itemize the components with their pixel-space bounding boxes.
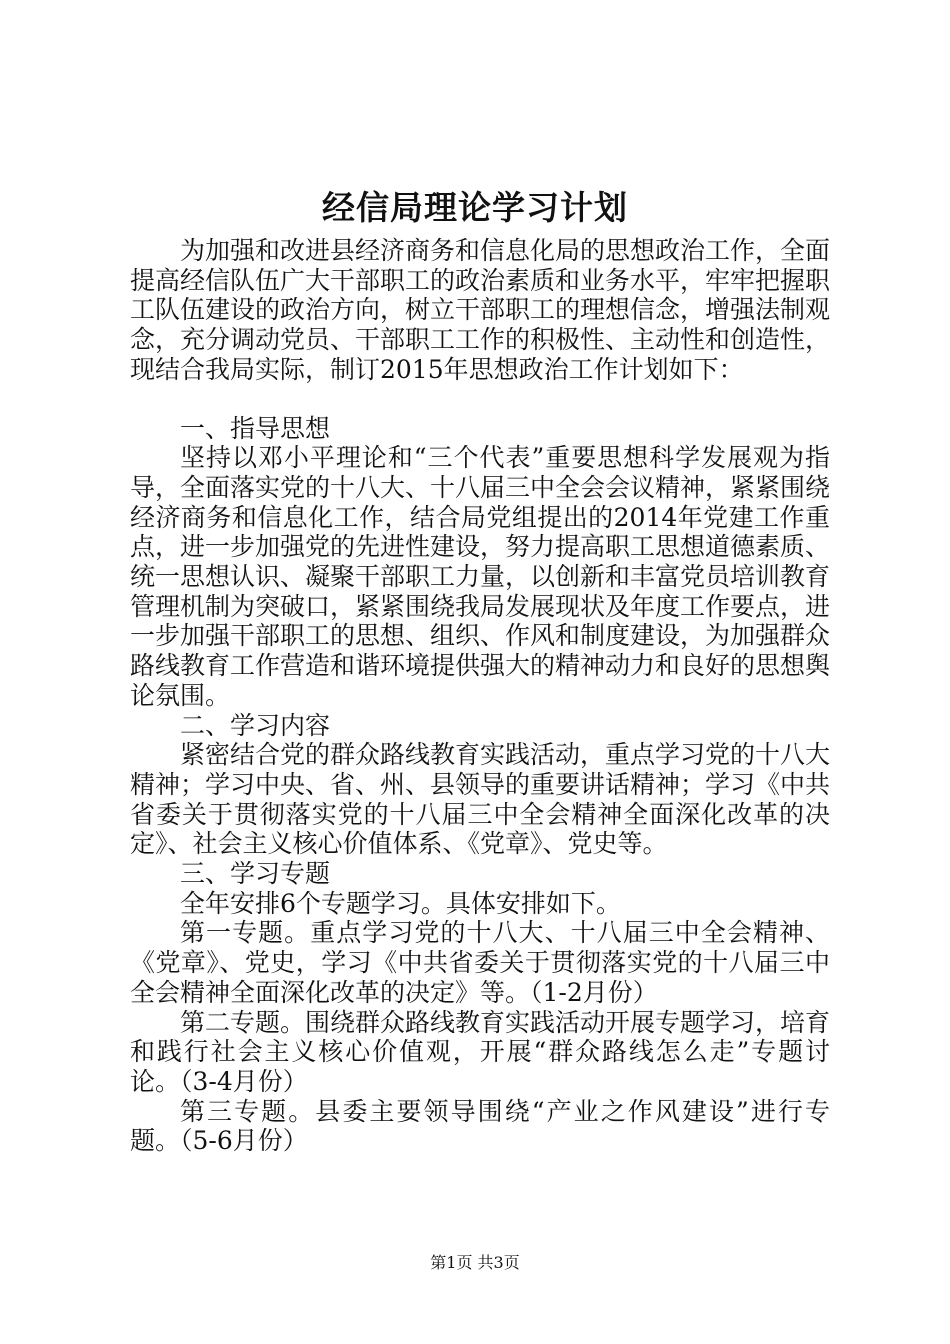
intro-paragraph: 为加强和改进县经济商务和信息化局的思想政治工作，全面提高经信队伍广大干部职工的政治素质和业务水平，牢牢把握职工队伍建设的政治方向，树立干部职工的理想信念，增强法制观念，充分调动党员、干部职工工作的积极性、主动性和创造性，现结合我局实际，制订2015年思想政治工作计划如下：	[130, 236, 831, 384]
section-heading-guiding-ideology: 一、指导思想	[180, 413, 331, 443]
document-body	[130, 236, 830, 1156]
section-heading-study-content: 二、学习内容	[180, 710, 331, 740]
page-number-footer: 第1页 共3页	[430, 1253, 520, 1272]
section-body-guiding-ideology: 坚持以邓小平理论和“三个代表”重要思想科学发展观为指导，全面落实党的十八大、十八届三中全会会议精神，紧紧围绕经济商务和信息化工作，结合局党组提出的2014年党建工作重点，进一步加强党的先进性建设，努力提高职工思想道德素质、统一思想认识、凝聚干部职工力量，以创新和丰富党员培训教育管理机制为突破口，紧紧围绕我局发展现状及年度工作要点，进一步加强干部职工的思想、组织、作风和制度建设，为加强群众路线教育工作营造和谐环境提供强大的精神动力和良好的思想舆论氛围。	[130, 443, 831, 710]
section-heading-study-topics: 三、学习专题	[180, 859, 331, 889]
topic-item-1: 第一专题。重点学习党的十八大、十八届三中全会精神、《党章》、党史，学习《中共省委关于贯彻落实党的十八届三中全会精神全面深化改革的决定》等。（1-2月份）	[130, 918, 830, 1007]
topic-item-2: 第二专题。围绕群众路线教育实践活动开展专题学习，培育和践行社会主义核心价值观，开展“群众路线怎么走”专题讨论。（3-4月份）	[130, 1007, 831, 1096]
section-body-study-content: 紧密结合党的群众路线教育实践活动，重点学习党的十八大精神；学习中央、省、州、县领导的重要讲话精神；学习《中共省委关于贯彻落实党的十八届三中全会精神全面深化改革的决定》、社会主义核心价值体系、《党章》、党史等。	[130, 740, 831, 859]
document-title: 经信局理论学习计划	[322, 188, 628, 227]
topic-item-3: 第三专题。县委主要领导围绕“产业之作风建设”进行专题。（5-6月份）	[130, 1096, 830, 1156]
topics-summary: 全年安排6个专题学习。具体安排如下。	[180, 888, 621, 918]
